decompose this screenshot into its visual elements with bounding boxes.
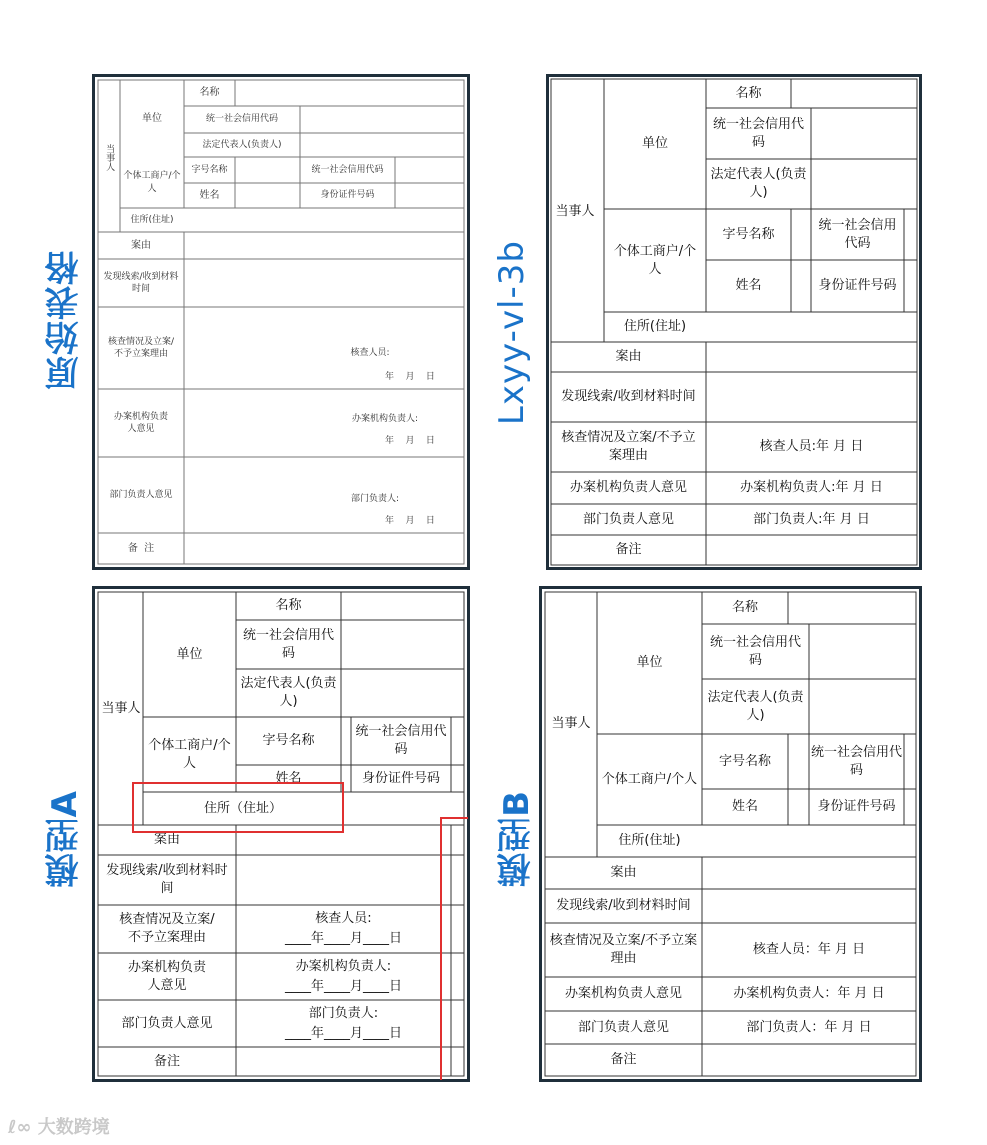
lxyy-case-label: 案由: [615, 349, 642, 365]
a-individual-label: 个体工商户/个人: [148, 737, 231, 771]
orig-id-number-label: 身份证件号码: [320, 190, 375, 201]
lxyy-dept-opinion-label: 部门负责人意见: [582, 511, 674, 527]
a-dept-date: ____年____月____日: [284, 1026, 402, 1042]
b-found-time-label: 发现线索/收到材料时间: [556, 898, 691, 914]
a-verify-person: 核查人员:: [315, 911, 372, 927]
a-person-name-label: 姓名: [275, 770, 302, 786]
lxyy-dept-value: 部门负责人:年 月 日: [753, 511, 870, 527]
b-individual-label: 个体工商户/个人: [601, 771, 698, 787]
lxyy-individual-label: 个体工商户/个人: [613, 243, 697, 277]
lxyy-person-name-label: 姓名: [735, 278, 762, 294]
original-table-panel: [92, 74, 470, 570]
orig-verify-person: 核查人员:: [350, 347, 390, 358]
a-org-date: ____年____月____日: [284, 979, 402, 995]
b-unit-label: 单位: [636, 655, 663, 671]
b-party-label: 当事人: [551, 716, 591, 732]
orig-individual-label: 个体工商户/个人: [123, 171, 181, 194]
model-a-table-panel: [92, 586, 470, 1082]
a-credit-code-label: 统一社会信用代码: [242, 627, 334, 661]
a-trade-name-label: 字号名称: [262, 733, 315, 749]
b-remark-label: 备注: [610, 1052, 637, 1068]
a-id-number-label: 身份证件号码: [361, 770, 440, 786]
orig-address-label: 住所(住址): [130, 214, 174, 225]
lxyy-trade-name-label: 字号名称: [722, 226, 775, 242]
a-right-highlight-top: [440, 817, 468, 819]
a-remark-label: 备注: [153, 1053, 180, 1069]
watermark-logo: [8, 1113, 110, 1139]
orig-org-date: 年 月 日: [385, 435, 435, 446]
b-dept-opinion-label: 部门负责人意见: [577, 1019, 669, 1035]
b-org-opinion-label: 办案机构负责人意见: [564, 986, 682, 1002]
a-legal-rep-label: 法定代表人(负责人): [240, 676, 337, 709]
b-verify-value: 核查人员：年 月 日: [752, 942, 866, 958]
a-right-highlight-side: [440, 817, 442, 1080]
lxyy-found-time-label: 发现线索/收到材料时间: [561, 389, 696, 405]
lxyy-credit-code-label: 统一社会信用代码: [712, 116, 804, 150]
orig-unit-label: 单位: [142, 112, 162, 124]
b-id-number-label: 身份证件号码: [817, 799, 896, 815]
orig-dept-date: 年 月 日: [385, 515, 435, 526]
lxyy-verify-label: 核查情况及立案/不予立案理由: [561, 430, 696, 463]
b-dept-value: 部门负责人：年 月 日: [746, 1019, 872, 1035]
b-trade-name-label: 字号名称: [718, 753, 771, 769]
model-a-label: 模型A: [45, 790, 85, 888]
a-org-person: 办案机构负责人:: [295, 959, 392, 975]
lxyy-remark-label: 备注: [615, 542, 642, 558]
lxyy-credit-code2-label: 统一社会信用代码: [818, 217, 897, 251]
lxyy-table-panel: [546, 74, 922, 570]
orig-found-time-label: 发现线索/收到材料时间: [103, 271, 179, 294]
lxyy-model-label: Lxyy-vl-3b: [492, 240, 532, 426]
a-unit-label: 单位: [176, 646, 203, 662]
a-found-time-label: 发现线索/收到材料时间: [106, 863, 228, 896]
a-dept-person: 部门负责人:: [308, 1006, 379, 1022]
orig-legal-rep-label: 法定代表人(负责人): [202, 139, 282, 150]
orig-credit-code2-label: 统一社会信用代码: [311, 164, 384, 175]
a-verify-date: ____年____月____日: [284, 931, 402, 947]
b-credit-code-label: 统一社会信用代码: [709, 634, 801, 668]
watermark-swirl-icon: ℓ∞: [8, 1117, 38, 1138]
orig-dept-opinion-label: 部门负责人意见: [109, 489, 173, 500]
a-dept-opinion-label: 部门负责人意见: [121, 1015, 213, 1031]
a-name-label: 名称: [275, 598, 302, 614]
orig-case-label: 案由: [131, 239, 151, 251]
lxyy-party-label: 当事人: [555, 204, 595, 220]
b-org-value: 办案机构负责人：年 月 日: [733, 986, 885, 1002]
a-address-label: 住所（住址）: [203, 800, 282, 816]
orig-name-label: 名称: [199, 87, 220, 99]
b-credit-code2-label: 统一社会信用代码: [811, 744, 903, 778]
a-address-highlight: [132, 782, 344, 833]
b-address-label: 住所(住址): [618, 833, 681, 849]
a-case-label: 案由: [153, 832, 180, 848]
lxyy-org-opinion-label: 办案机构负责人意见: [569, 480, 687, 496]
lxyy-address-label: 住所(住址): [623, 319, 687, 335]
orig-verify-label: 核查情况及立案/不予立案理由: [107, 336, 175, 359]
original-table-label: 原始表格: [45, 250, 85, 390]
lxyy-legal-rep-label: 法定代表人(负责人): [710, 167, 807, 200]
b-case-label: 案由: [610, 865, 637, 881]
lxyy-verify-value: 核查人员:年 月 日: [759, 439, 864, 455]
a-credit-code2-label: 统一社会信用代码: [355, 724, 447, 757]
orig-verify-date: 年 月 日: [385, 371, 435, 382]
lxyy-id-number-label: 身份证件号码: [818, 278, 897, 294]
lxyy-unit-label: 单位: [641, 136, 668, 152]
model-b-label: 模型B: [497, 790, 537, 887]
b-legal-rep-label: 法定代表人(负责人): [707, 689, 804, 723]
orig-trade-name-label: 字号名称: [191, 164, 228, 175]
b-verify-label: 核查情况及立案/不予立案理由: [549, 933, 698, 966]
model-b-table-panel: [539, 586, 922, 1082]
b-person-name-label: 姓名: [731, 799, 758, 815]
a-org-opinion-label: 办案机构负责人意见: [127, 959, 206, 993]
orig-credit-code-label: 统一社会信用代码: [205, 114, 278, 125]
orig-person-name-label: 姓名: [199, 189, 220, 201]
lxyy-name-label: 名称: [735, 85, 762, 101]
orig-org-person: 办案机构负责人:: [351, 413, 419, 424]
watermark-text: 大数跨境: [37, 1117, 110, 1138]
orig-party-label: 当事人: [104, 143, 115, 171]
a-verify-label: 核查情况及立案/不予立案理由: [119, 912, 215, 945]
b-name-label: 名称: [731, 600, 758, 616]
orig-dept-person: 部门负责人:: [350, 493, 400, 504]
orig-org-opinion-label: 办案机构负责人意见: [113, 411, 168, 434]
a-party-label: 当事人: [101, 701, 141, 717]
orig-remark-label: 备 注: [127, 542, 155, 554]
lxyy-org-value: 办案机构负责人:年 月 日: [740, 480, 883, 496]
